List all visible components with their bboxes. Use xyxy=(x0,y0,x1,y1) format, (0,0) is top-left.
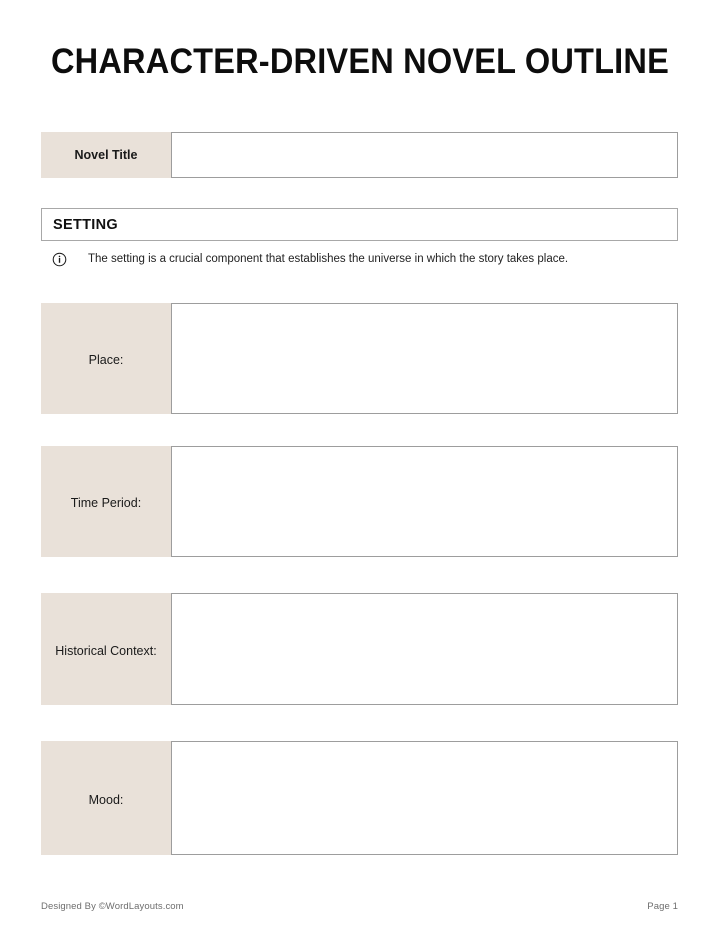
field-input-time-period[interactable] xyxy=(171,446,678,557)
field-row-place xyxy=(41,303,678,414)
novel-title-label: Novel Title xyxy=(41,132,171,178)
field-input-place[interactable] xyxy=(171,303,678,414)
field-label-place: Place: xyxy=(41,303,171,414)
field-row-historical-context xyxy=(41,593,678,705)
section-heading-setting: SETTING xyxy=(41,208,678,241)
field-label-historical-context: Historical Context: xyxy=(41,593,171,705)
field-row-time-period xyxy=(41,446,678,557)
field-input-historical-context[interactable] xyxy=(171,593,678,705)
novel-title-input[interactable] xyxy=(171,132,678,178)
section-note xyxy=(52,249,672,269)
field-input-mood[interactable] xyxy=(171,741,678,855)
info-circle-icon xyxy=(52,252,67,267)
footer-page-number: Page 1 xyxy=(647,901,678,912)
footer-credit: Designed By ©WordLayouts.com xyxy=(41,901,184,912)
section-note-text: The setting is a crucial component that establishes the universe in which the story takes place. xyxy=(88,252,569,265)
field-label-time-period: Time Period: xyxy=(41,446,171,557)
field-label-mood: Mood: xyxy=(41,741,171,855)
field-row-mood xyxy=(41,741,678,855)
novel-title-row xyxy=(41,132,678,178)
page-title: CHARACTER-DRIVEN NOVEL OUTLINE xyxy=(50,42,670,81)
page-footer xyxy=(41,901,678,912)
